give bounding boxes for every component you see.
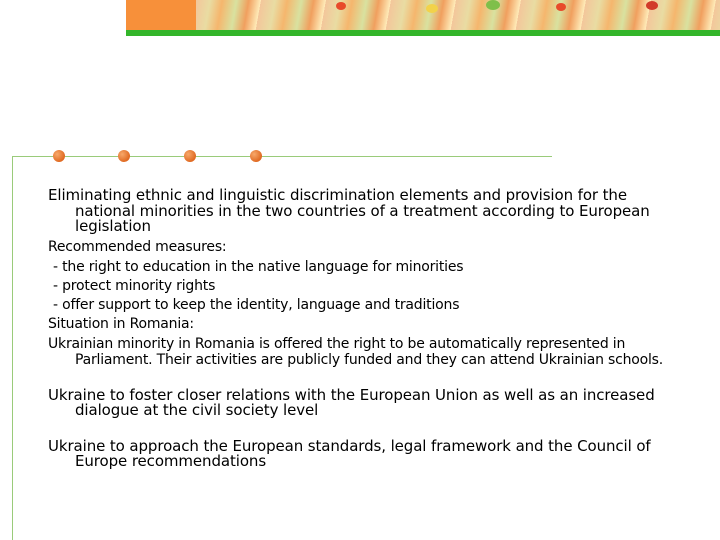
orange-dot-icon [118, 150, 130, 162]
situation-label: Situation in Romania: [48, 315, 194, 332]
recommended-label: Recommended measures: [48, 238, 227, 255]
heading-1: Eliminating ethnic and linguistic discrimination elements and provision for the national minorities in the two countries of a treatment according to European legislation [48, 186, 650, 235]
measure-text: - protect minority rights [53, 277, 216, 294]
header-banner [126, 0, 720, 30]
banner-flower-5 [646, 1, 658, 10]
orange-dot-icon [184, 150, 196, 162]
situation-text: Ukrainian minority in Romania is offered the right to be automatically represented in Parliament. Their activities are publicly funded and they can attend Ukrainian schools. [48, 335, 664, 368]
banner-flower-3 [486, 0, 500, 10]
flower-banner-image [196, 0, 720, 30]
horizontal-rule [12, 156, 552, 157]
banner-flower-2 [426, 4, 438, 13]
orange-dot-icon [53, 150, 65, 162]
banner-flower-4 [556, 3, 566, 11]
orange-dot-icon [250, 150, 262, 162]
measure-text: - the right to education in the native language for minorities [53, 258, 464, 275]
point-2: Ukraine to foster closer relations with the European Union as well as an increased dialogue at the civil society level [48, 385, 655, 419]
measure-item [48, 297, 668, 313]
slide-content [48, 188, 668, 470]
banner-flower-1 [336, 2, 346, 10]
measure-text: - offer support to keep the identity, language and traditions [53, 296, 460, 313]
header-green-line [126, 30, 720, 36]
vertical-rule [12, 156, 13, 540]
measure-item [48, 278, 668, 294]
measure-item [48, 259, 668, 275]
point-3: Ukraine to approach the European standards, legal framework and the Council of Europe recommendations [48, 436, 651, 470]
